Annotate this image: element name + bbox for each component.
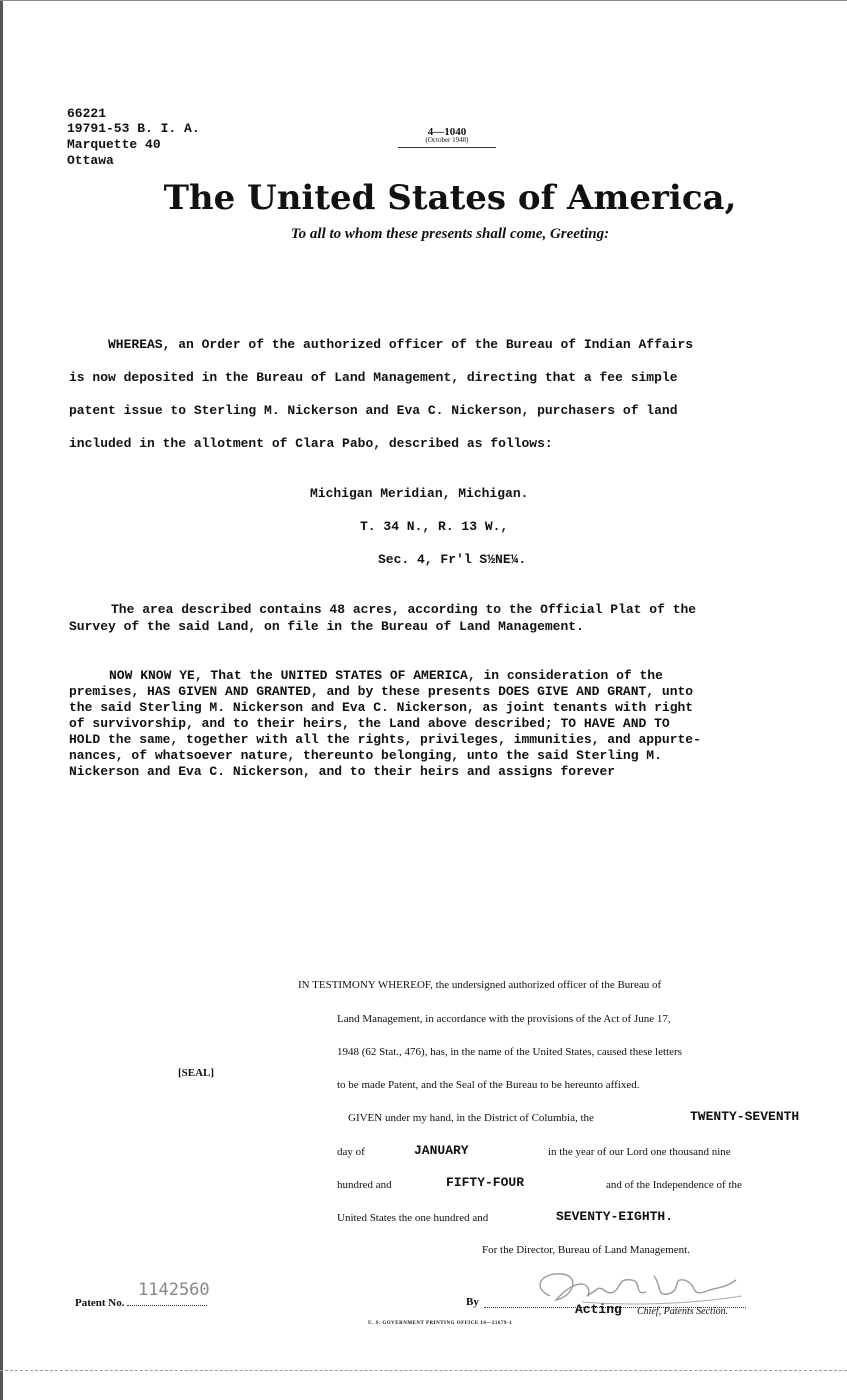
given-hundred-and: hundred and [337,1179,392,1191]
grant-line-5: HOLD the same, together with all the rights, privileges, immunities, and appurte- [69,732,701,747]
given-prefix: GIVEN under my hand, in the District of Columbia, the [348,1112,594,1124]
whereas-line-2: is now deposited in the Bureau of Land Management, directing that a fee simple [69,370,678,385]
patent-number-line [127,1305,207,1306]
page-bottom-edge [0,1370,847,1371]
testimony-line-1: IN TESTIMONY WHEREOF, the undersigned authorized officer of the Bureau of [298,979,662,991]
grant-line-1: NOW KNOW YE, That the UNITED STATES OF AMERICA, in consideration of the [109,668,663,683]
grant-line-3: the said Sterling M. Nickerson and Eva C. Nickerson, as joint tenants with right [69,700,694,715]
land-township: T. 34 N., R. 13 W., [360,519,509,534]
grant-line-7: Nickerson and Eva C. Nickerson, and to their heirs and assigns forever [69,764,616,779]
given-year-value: FIFTY-FOUR [446,1175,525,1190]
given-independence-value: SEVENTY-EIGHTH. [556,1209,674,1224]
page-left-edge [0,0,3,1400]
by-label: By [466,1296,479,1308]
grant-line-6: nances, of whatsoever nature, thereunto belonging, unto the said Sterling M. [69,748,662,763]
whereas-line-4: included in the allotment of Clara Pabo, described as follows: [69,436,553,451]
land-section: Sec. 4, Fr'l S½NE¼. [378,552,527,567]
given-independence: and of the Independence of the [606,1179,742,1191]
testimony-line-3: 1948 (62 Stat., 476), has, in the name of the United States, caused these letters [337,1046,682,1058]
given-us-hundred: United States the one hundred and [337,1212,489,1224]
grant-line-4: of survivorship, and to their heirs, the Land above described; TO HAVE AND TO [69,716,670,731]
document-title: The United States of America, [163,178,737,218]
given-year-text: in the year of our Lord one thousand nine [548,1146,731,1158]
gpo-footer: U. S. GOVERNMENT PRINTING OFFICE 16—21679-1 [368,1321,513,1326]
grant-line-2: premises, HAS GIVEN AND GRANTED, and by these presents DOES GIVE AND GRANT, unto [69,684,694,699]
given-month-value: JANUARY [414,1143,469,1158]
form-number: 4—1040 [427,126,467,138]
whereas-line-1: WHEREAS, an Order of the authorized officer of the Bureau of Indian Affairs [108,337,694,352]
file-ref-tribe: Ottawa [67,153,114,168]
file-ref-allotment: Marquette 40 [67,137,161,152]
page-top-edge [0,0,847,1]
testimony-line-4: to be made Patent, and the Seal of the Bureau to be hereunto affixed. [337,1079,640,1091]
whereas-line-3: patent issue to Sterling M. Nickerson and Eva C. Nickerson, purchasers of land [69,403,678,418]
greeting: To all to whom these presents shall come, Greeting: [290,226,610,242]
land-meridian: Michigan Meridian, Michigan. [310,486,529,501]
file-ref-serial: 66221 [67,106,107,121]
file-ref-bia: 19791-53 B. I. A. [67,121,200,136]
patent-number-value: 1142560 [138,1280,210,1300]
seal-label: [SEAL] [178,1067,215,1079]
acting-stamp: Acting [575,1302,622,1317]
chief-title: Chief, Patents Section. [637,1306,729,1317]
director-line: For the Director, Bureau of Land Management. [482,1244,690,1256]
area-line-1: The area described contains 48 acres, according to the Official Plat of the [111,602,697,617]
form-number-block [398,126,496,148]
testimony-line-2: Land Management, in accordance with the provisions of the Act of June 17, [337,1013,671,1025]
given-day-of: day of [337,1146,365,1158]
given-day-value: TWENTY-SEVENTH [690,1109,800,1124]
form-date: (October 1948) [398,136,496,148]
area-line-2: Survey of the said Land, on file in the Bureau of Land Management. [69,619,584,634]
patent-label: Patent No. [75,1297,125,1309]
